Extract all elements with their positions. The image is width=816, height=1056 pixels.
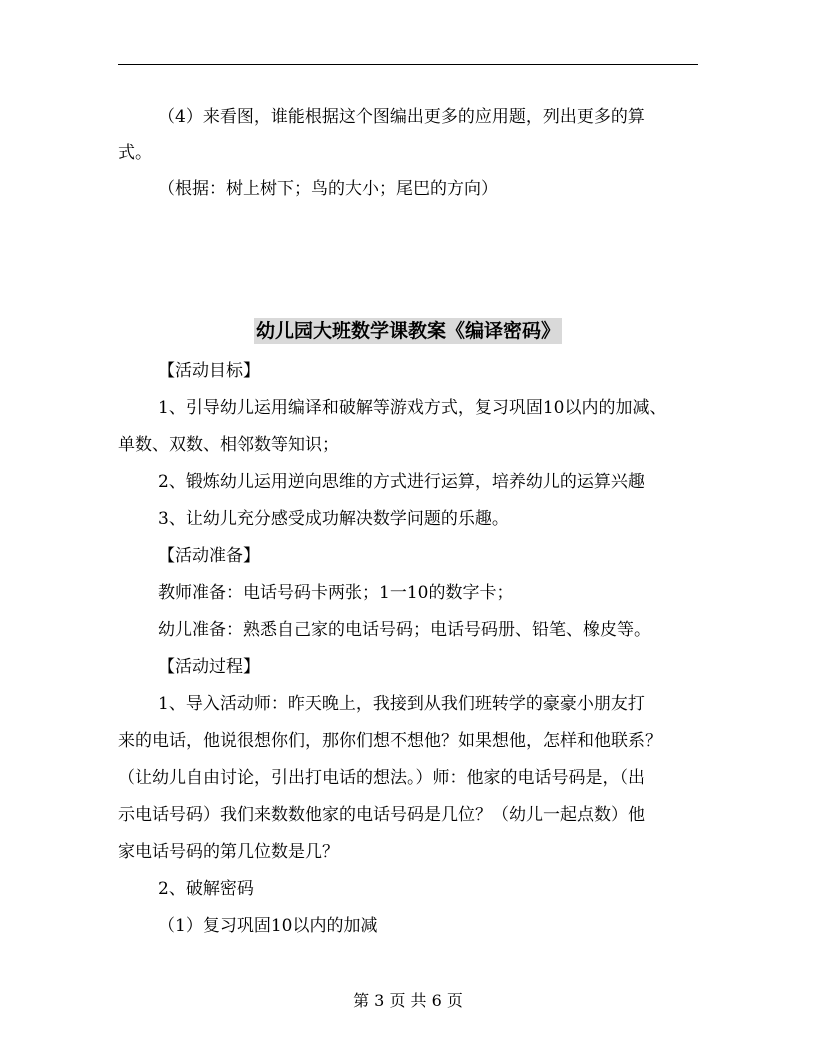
paragraph-4-line2: 式。 [118,143,152,163]
basis-line: （根据：树上树下；鸟的大小；尾巴的方向） [158,179,498,199]
title-text: 幼儿园大班数学课教案《编译密码》 [255,320,560,342]
goals-heading: 【活动目标】 [158,361,260,381]
goal-3: 3、让幼儿充分感受成功解决数学问题的乐趣。 [158,509,509,529]
step-1-line4: 示电话号码）我们来数数他家的电话号码是几位？（幼儿一起点数）他 [118,805,645,825]
prep-teacher: 教师准备：电话号码卡两张；1一10的数字卡； [158,583,514,603]
header-rule [118,64,698,65]
goal-1-line1: 1、引导幼儿运用编译和破解等游戏方式，复习巩固10以内的加减、 [158,398,667,418]
step-2: 2、破解密码 [158,879,254,899]
page-footer: 第 3 页 共 6 页 [353,991,463,1010]
document-title [0,316,816,343]
step-1-line1: 1、导入活动师：昨天晚上，我接到从我们班转学的豪豪小朋友打 [158,694,645,714]
step-1-line5: 家电话号码的第几位数是几？ [118,842,339,862]
step-1-line2: 来的电话，他说很想你们，那你们想不想他？如果想他，怎样和他联系？ [118,731,662,751]
prep-heading: 【活动准备】 [158,546,260,566]
prep-child: 幼儿准备：熟悉自己家的电话号码；电话号码册、铅笔、橡皮等。 [158,620,651,640]
process-heading: 【活动过程】 [158,657,260,677]
paragraph-4-line1: （4）来看图，谁能根据这个图编出更多的应用题，列出更多的算 [158,107,645,127]
goal-2: 2、锻炼幼儿运用逆向思维的方式进行运算，培养幼儿的运算兴趣 [158,472,645,492]
step-1-line3: （让幼儿自由讨论，引出打电话的想法。）师：他家的电话号码是，（出 [118,768,645,788]
step-2-sub-1: （1）复习巩固10以内的加减 [158,916,378,936]
goal-1-line2: 单数、双数、相邻数等知识； [118,435,339,455]
